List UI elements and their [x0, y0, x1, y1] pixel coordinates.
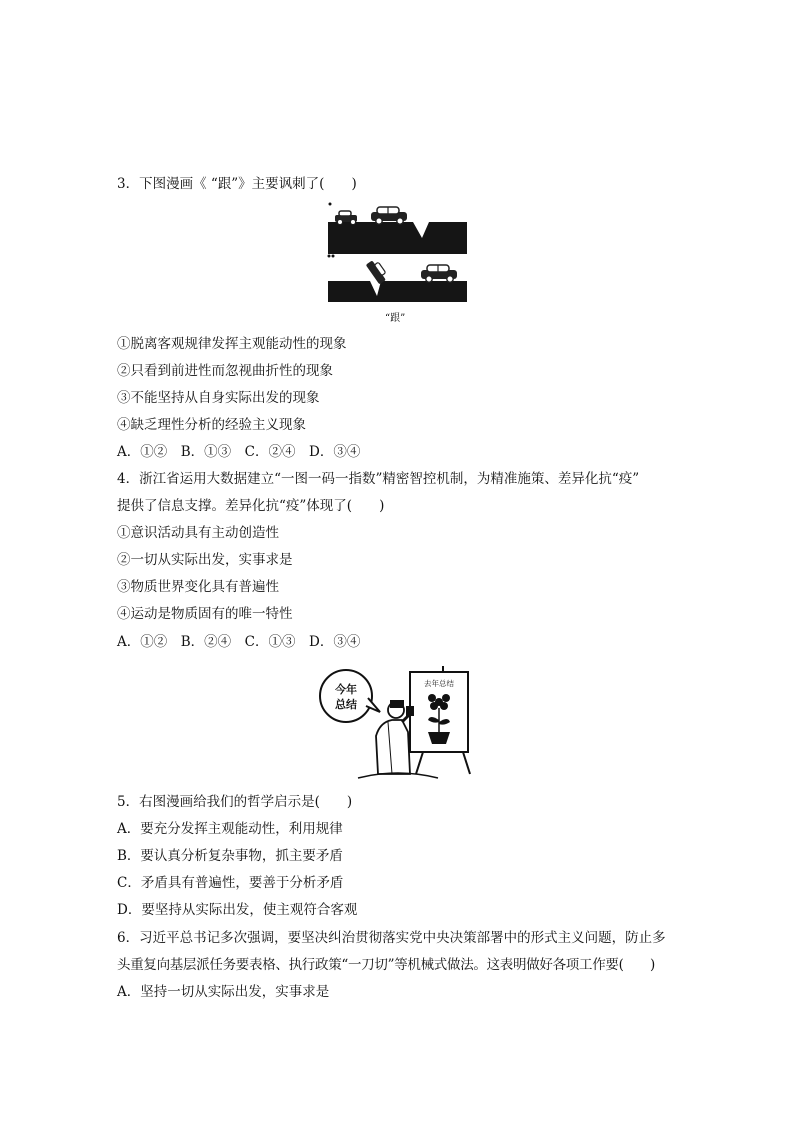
- summary-cartoon: [318, 662, 478, 780]
- q3-option-2: ②只看到前进性而忽视曲折性的现象: [117, 363, 333, 379]
- q4-option-2: ②一切从实际出发，实事求是: [117, 552, 293, 568]
- q3-option-4: ④缺乏理性分析的经验主义现象: [117, 417, 306, 433]
- q4-stem-line-2: 提供了信息支撑。差异化抗“疫”体现了( ): [117, 498, 385, 514]
- car-icon: [421, 265, 457, 282]
- svg-text:去年总结: 去年总结: [424, 679, 454, 688]
- q4-answer-choices: A．①② B．②④ C．①③ D．③④: [117, 634, 361, 650]
- cartoon-caption: “跟”: [385, 313, 406, 324]
- q5-option-c: C．矛盾具有普遍性，要善于分析矛盾: [117, 875, 344, 891]
- svg-text:今年: 今年: [335, 683, 357, 696]
- q3-stem: 3．下图漫画《 “跟”》主要讽刺了( ): [117, 176, 357, 192]
- q3-option-1: ①脱离客观规律发挥主观能动性的现象: [117, 336, 347, 352]
- q5-option-d: D．要坚持从实际出发，使主观符合客观: [117, 902, 358, 918]
- falling-car-icon: [366, 258, 390, 285]
- q4-option-4: ④运动是物质固有的唯一特性: [117, 606, 293, 622]
- q6-stem-line-2: 头重复向基层派任务要表格、执行政策“一刀切”等机械式做法。这表明做好各项工作要( ): [117, 957, 655, 973]
- q4-stem-line-1: 4．浙江省运用大数据建立“一图一码一指数”精密智控机制，为精准施策、差异化抗“疫”: [117, 471, 640, 487]
- q3-option-3: ③不能坚持从自身实际出发的现象: [117, 390, 320, 406]
- q4-option-1: ①意识活动具有主动创造性: [117, 525, 279, 541]
- road-cartoon: [325, 198, 470, 310]
- q5-option-a: A．要充分发挥主观能动性，利用规律: [117, 821, 343, 837]
- car-icon: [371, 207, 407, 224]
- q3-answer-choices: A．①② B．①③ C．②④ D．③④: [117, 444, 361, 460]
- q5-stem: 5．右图漫画给我们的哲学启示是( ): [117, 794, 353, 810]
- q5-option-b: B．要认真分析复杂事物，抓主要矛盾: [117, 848, 343, 864]
- q6-option-a: A．坚持一切从实际出发，实事求是: [117, 984, 330, 1000]
- svg-text:总结: 总结: [335, 698, 357, 711]
- q4-option-3: ③物质世界变化具有普遍性: [117, 579, 279, 595]
- q6-stem-line-1: 6．习近平总书记多次强调，要坚决纠治贯彻落实党中央决策部署中的形式主义问题，防止多: [117, 930, 666, 946]
